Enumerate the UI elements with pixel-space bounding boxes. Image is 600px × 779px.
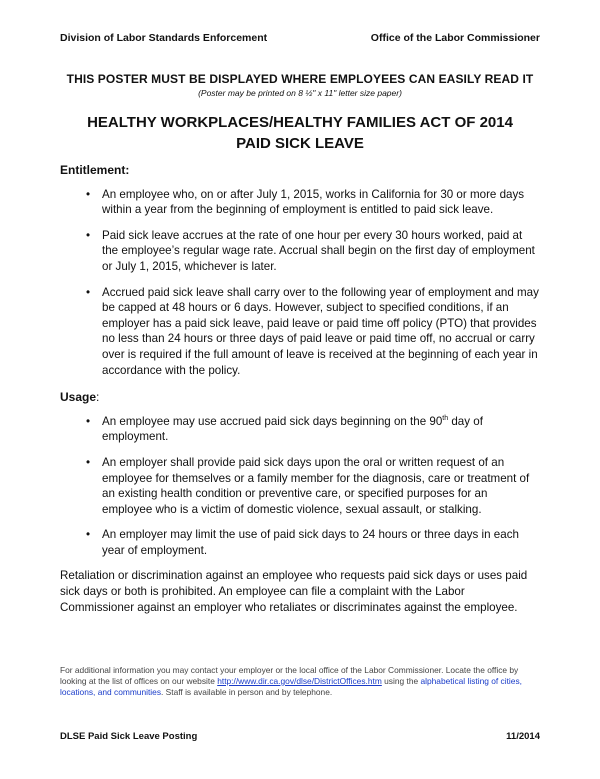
bullet-icon: • — [86, 455, 91, 469]
list-item — [60, 285, 540, 379]
entitlement-list — [60, 187, 540, 379]
list-item — [60, 455, 540, 517]
page-header — [60, 32, 540, 44]
usage-item-3: An employer may limit the use of paid sick days to 24 hours or three days in each year of employment. — [102, 528, 519, 557]
usage-list — [60, 414, 540, 559]
footnote-text-2: using the — [381, 676, 421, 686]
poster-title — [0, 112, 600, 154]
usage-item-1 — [102, 415, 483, 444]
footer-posting-name: DLSE Paid Sick Leave Posting — [60, 731, 198, 742]
usage-heading — [60, 390, 540, 406]
bullet-icon: • — [86, 228, 91, 242]
footnote-text-3: . Staff is available in person and by telephone. — [161, 687, 333, 697]
bullet-icon: • — [86, 187, 91, 201]
entitlement-item-3: Accrued paid sick leave shall carry over to the following year of employment and may be capped at 48 hours or 6 days. However, subject to specified conditions, if an employer has a paid sick leave, paid leave or paid time off policy (PTO) that provides no less than 24 hours or three days of paid leave or paid time off, no accrual or carry over is required if the full amount of leave is received at the beginning of each year in accordance with the policy. — [102, 285, 539, 377]
entitlement-item-2: Paid sick leave accrues at the rate of one hour per every 30 hours worked, paid at the employee’s regular wage rate. Accrual shall begin on the first day of employment or July 1, 2015, whichever is later. — [102, 228, 535, 273]
usage-heading-text: Usage — [60, 390, 97, 405]
bullet-icon: • — [86, 285, 91, 299]
header-office: Office of the Labor Commissioner — [370, 32, 540, 44]
usage-item-1-sup: th — [442, 414, 449, 422]
usage-item-1-after: day of employment. — [102, 414, 483, 444]
list-item — [60, 527, 540, 558]
list-item — [60, 228, 540, 275]
usage-item-2: An employer shall provide paid sick days upon the oral or written request of an employee for themselves or a family member for the diagnosis, care or treatment of an existing health condition or preventive care, or specified purposes for an employee who is a victim of domestic violence, sexual assault, or stalking. — [102, 455, 530, 516]
additional-info — [60, 665, 540, 698]
display-notice-sub: (Poster may be printed on 8 ½" x 11" letter size paper) — [198, 88, 402, 98]
footer-date: 11/2014 — [506, 731, 540, 742]
footnote-text-1: For additional information you may contact your employer or the local office of the Labor Commissioner. Locate the office by looking at the list of offices on our website — [60, 665, 519, 686]
title-line-1: HEALTHY WORKPLACES/HEALTHY FAMILIES ACT OF 2014 — [87, 114, 513, 131]
district-offices-link[interactable]: http://www.dir.ca.gov/dlse/DistrictOffices.htm — [217, 676, 382, 686]
retaliation-paragraph: Retaliation or discrimination against an employee who requests paid sick days or uses paid sick days or both is prohibited. An employee can file a complaint with the Labor Commissioner against an employer who retaliates or discriminates against the employee. — [60, 569, 528, 614]
bullet-icon: • — [86, 414, 91, 428]
city-listing-link[interactable]: alphabetical listing of cities, locations, and communities — [60, 676, 522, 697]
poster-body — [60, 163, 540, 615]
bullet-icon: • — [86, 528, 91, 542]
usage-item-1-before: An employee may use accrued paid sick days beginning on the 90 — [102, 414, 443, 428]
list-item — [60, 187, 540, 218]
header-division: Division of Labor Standards Enforcement — [60, 32, 268, 44]
entitlement-item-1: An employee who, on or after July 1, 2015, works in California for 30 or more days within a year from the beginning of employment is entitled to paid sick leave. — [102, 187, 525, 217]
list-item — [60, 414, 540, 445]
entitlement-heading: Entitlement: — [60, 163, 130, 177]
display-notice — [0, 72, 600, 98]
page-footer — [60, 731, 540, 742]
usage-heading-colon: : — [96, 390, 100, 405]
display-notice-main: THIS POSTER MUST BE DISPLAYED WHERE EMPLOYEES CAN EASILY READ IT — [66, 72, 534, 86]
title-line-2: PAID SICK LEAVE — [236, 135, 364, 152]
